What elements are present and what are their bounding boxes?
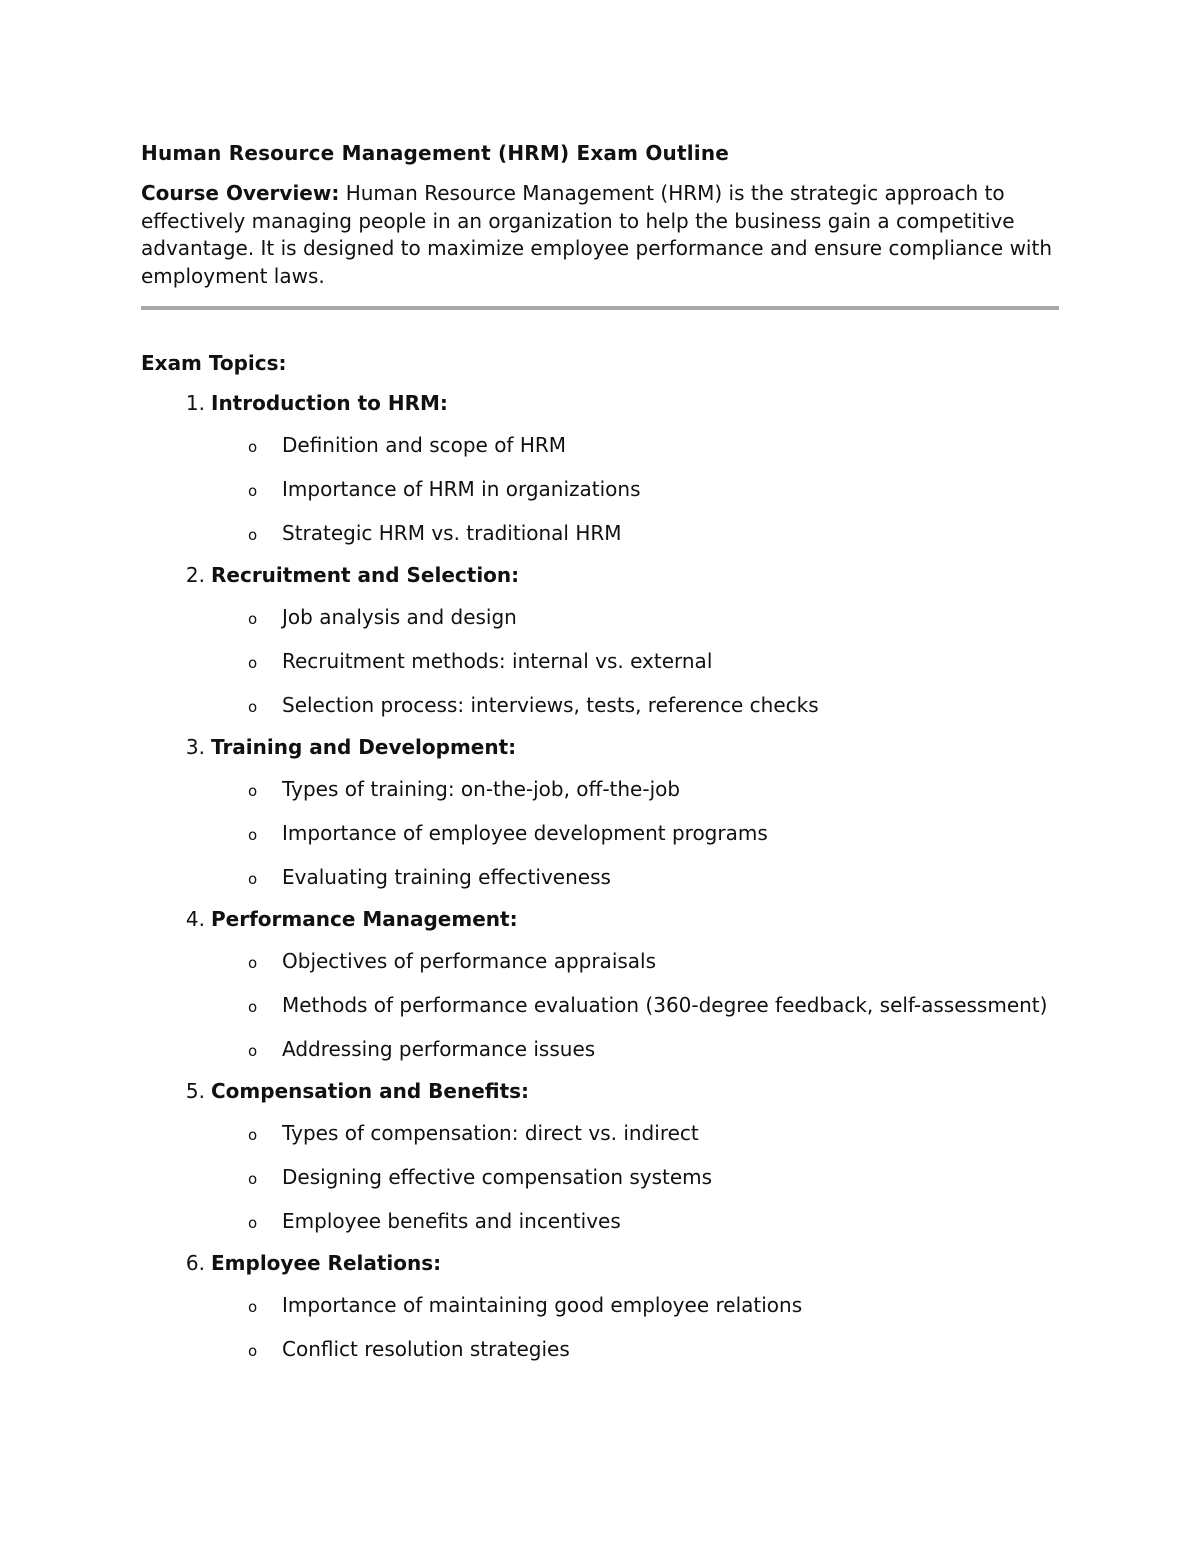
bullet-icon: o [248, 698, 258, 716]
subtopic-item [211, 691, 1059, 719]
topic-number: 2. [185, 563, 205, 587]
subtopic-list [211, 603, 1059, 719]
bullet-icon: o [248, 826, 258, 844]
topic-item [141, 388, 1059, 547]
subtopic-item [211, 1163, 1059, 1191]
subtopic-list [211, 775, 1059, 891]
subtopic-item [211, 819, 1059, 847]
subtopic-text: Employee benefits and incentives [282, 1209, 621, 1233]
bullet-icon: o [248, 782, 258, 800]
subtopic-text: Conflict resolution strategies [282, 1337, 570, 1361]
horizontal-divider [141, 306, 1059, 310]
topic-item [141, 1076, 1059, 1235]
topic-number: 6. [185, 1251, 205, 1275]
document-title: Human Resource Management (HRM) Exam Outline [141, 141, 730, 165]
subtopic-item [211, 1335, 1059, 1363]
subtopic-list [211, 431, 1059, 547]
bullet-icon: o [248, 1214, 258, 1232]
topic-number: 1. [185, 391, 205, 415]
subtopic-text: Job analysis and design [282, 605, 517, 629]
course-overview-text: Human Resource Management (HRM) is the strategic approach to effectively managing people in an organization to help the business gain a competitive advantage. It is designed to maximize employee performance and ensure compliance with employment laws. [141, 181, 1053, 288]
subtopic-text: Types of training: on-the-job, off-the-job [282, 777, 681, 801]
topic-label: Recruitment and Selection: [211, 563, 520, 587]
bullet-icon: o [248, 654, 258, 672]
bullet-icon: o [248, 482, 258, 500]
topic-number: 3. [185, 735, 205, 759]
exam-topics-heading: Exam Topics: [141, 351, 287, 375]
subtopic-text: Definition and scope of HRM [282, 433, 567, 457]
subtopic-item [211, 1291, 1059, 1319]
subtopic-item [211, 991, 1059, 1019]
subtopic-text: Designing effective compensation systems [282, 1165, 713, 1189]
subtopic-item [211, 947, 1059, 975]
subtopic-text: Importance of employee development programs [282, 821, 768, 845]
subtopic-item [211, 1207, 1059, 1235]
topic-label: Compensation and Benefits: [211, 1079, 530, 1103]
subtopic-item [211, 1035, 1059, 1063]
bullet-icon: o [248, 1298, 258, 1316]
topic-item [141, 560, 1059, 719]
topic-label: Training and Development: [211, 735, 517, 759]
bullet-icon: o [248, 438, 258, 456]
subtopic-list [211, 1291, 1059, 1363]
bullet-icon: o [248, 870, 258, 888]
topic-label: Employee Relations: [211, 1251, 442, 1275]
bullet-icon: o [248, 1042, 258, 1060]
document-page [141, 138, 1059, 1363]
subtopic-list [211, 947, 1059, 1063]
topic-item [141, 732, 1059, 891]
subtopic-list [211, 1119, 1059, 1235]
subtopic-item [211, 431, 1059, 459]
subtopic-text: Types of compensation: direct vs. indirect [282, 1121, 699, 1145]
subtopic-text: Methods of performance evaluation (360-degree feedback, self-assessment) [282, 993, 1048, 1017]
bullet-icon: o [248, 526, 258, 544]
topic-item [141, 904, 1059, 1063]
topics-list [141, 388, 1059, 1363]
bullet-icon: o [248, 610, 258, 628]
subtopic-text: Importance of maintaining good employee relations [282, 1293, 803, 1317]
subtopic-item [211, 519, 1059, 547]
topic-label: Introduction to HRM: [211, 391, 448, 415]
bullet-icon: o [248, 998, 258, 1016]
course-overview-label: Course Overview: [141, 181, 340, 205]
subtopic-item [211, 475, 1059, 503]
subtopic-item [211, 603, 1059, 631]
bullet-icon: o [248, 1126, 258, 1144]
topic-number: 4. [185, 907, 205, 931]
subtopic-item [211, 775, 1059, 803]
subtopic-text: Objectives of performance appraisals [282, 949, 657, 973]
subtopic-text: Strategic HRM vs. traditional HRM [282, 521, 622, 545]
subtopic-text: Recruitment methods: internal vs. external [282, 649, 713, 673]
subtopic-item [211, 1119, 1059, 1147]
subtopic-text: Importance of HRM in organizations [282, 477, 641, 501]
topic-number: 5. [185, 1079, 205, 1103]
subtopic-text: Selection process: interviews, tests, reference checks [282, 693, 819, 717]
subtopic-text: Evaluating training effectiveness [282, 865, 611, 889]
course-overview [141, 180, 1059, 290]
subtopic-item [211, 647, 1059, 675]
subtopic-item [211, 863, 1059, 891]
bullet-icon: o [248, 1170, 258, 1188]
subtopic-text: Addressing performance issues [282, 1037, 596, 1061]
bullet-icon: o [248, 954, 258, 972]
topic-item [141, 1248, 1059, 1363]
topic-label: Performance Management: [211, 907, 518, 931]
bullet-icon: o [248, 1342, 258, 1360]
